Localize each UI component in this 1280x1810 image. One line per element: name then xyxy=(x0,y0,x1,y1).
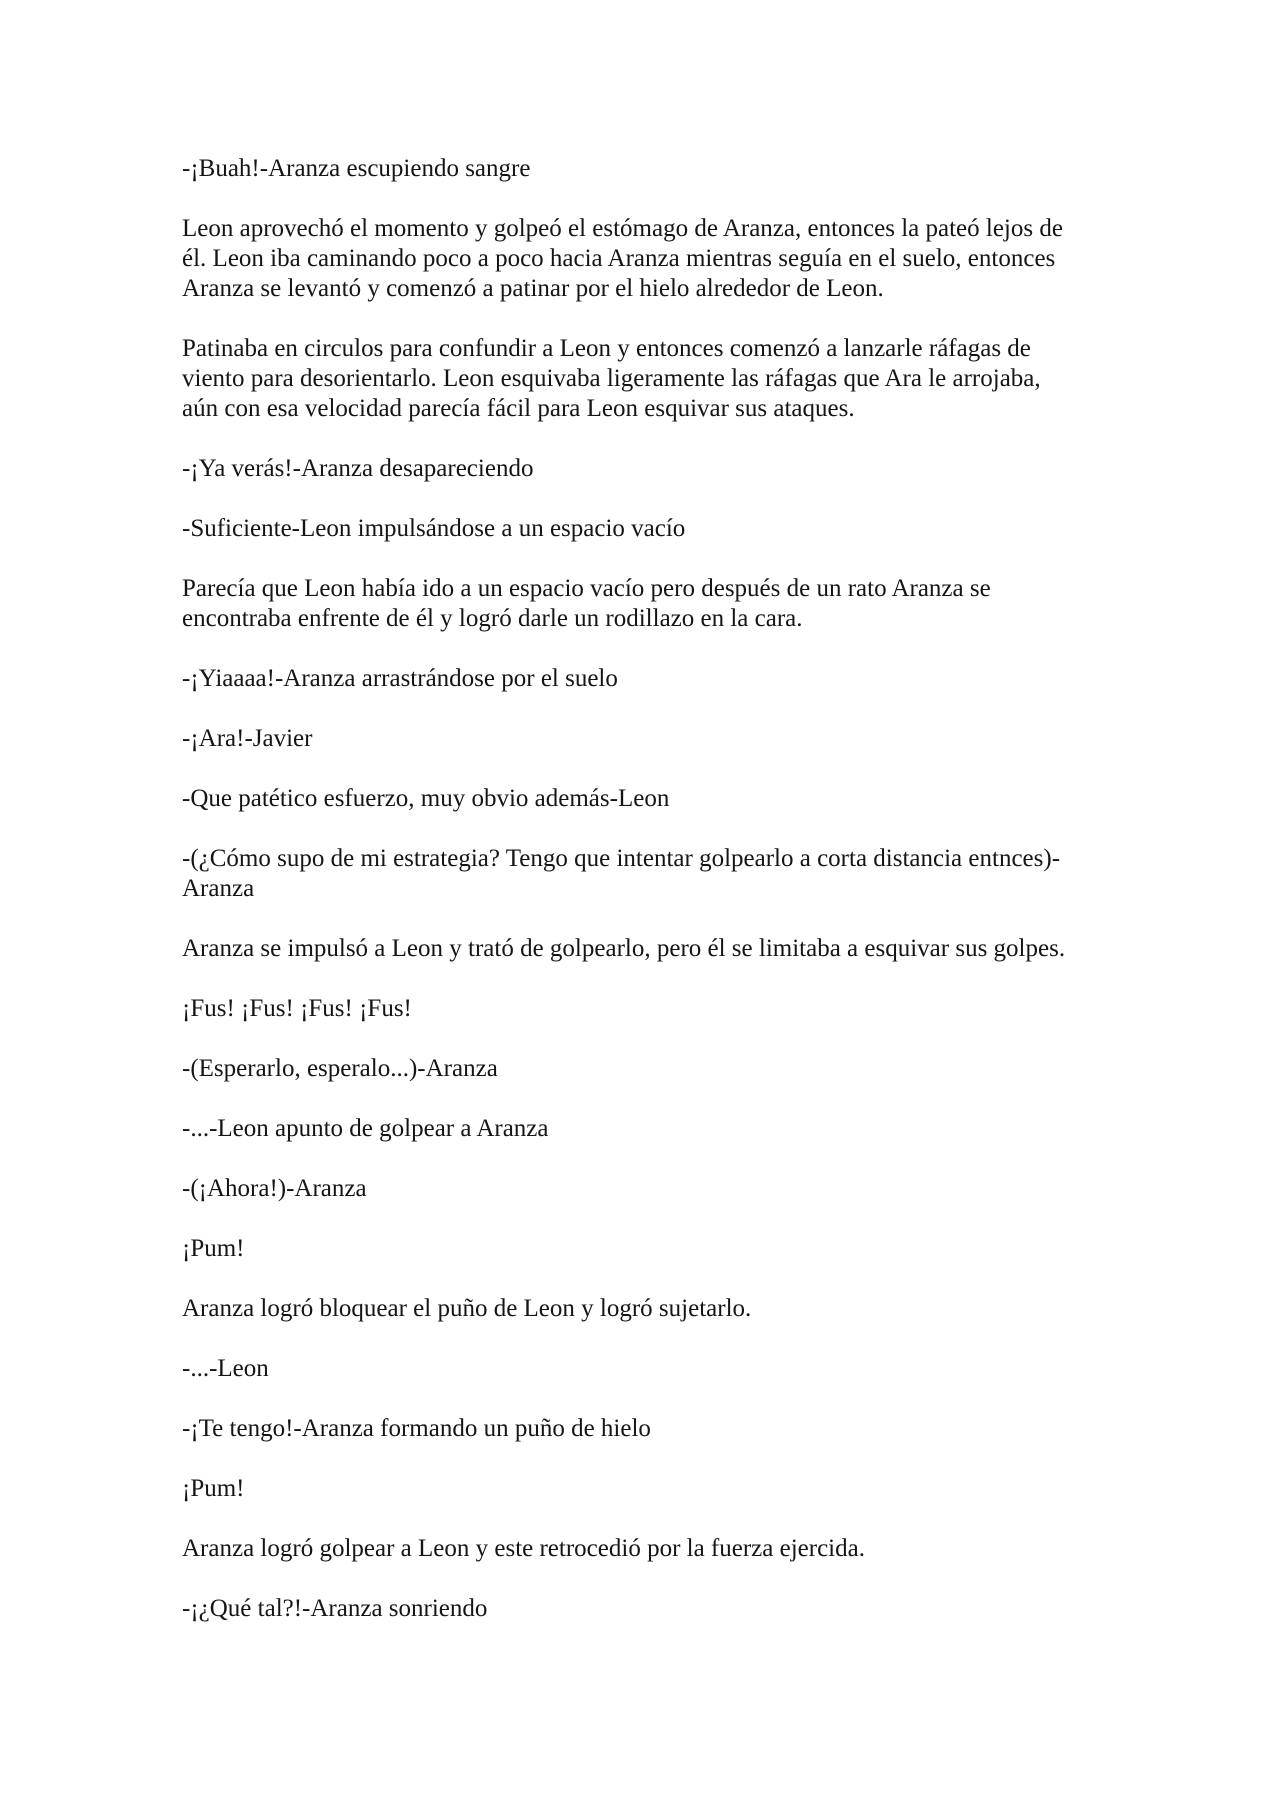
paragraph xyxy=(182,514,1112,544)
paragraph xyxy=(182,724,1112,754)
text-line: Aranza xyxy=(182,875,255,902)
text-line: -(¡Ahora!)-Aranza xyxy=(182,1175,367,1202)
text-line: Leon aprovechó el momento y golpeó el estómago de Aranza, entonces la pateó lejos de xyxy=(182,215,1063,242)
paragraph xyxy=(182,664,1112,694)
text-line: Aranza logró bloquear el puño de Leon y logró sujetarlo. xyxy=(182,1295,752,1322)
paragraph xyxy=(182,154,1112,184)
paragraph xyxy=(182,784,1112,814)
text-line: -¡Buah!-Aranza escupiendo sangre xyxy=(182,155,531,182)
paragraph xyxy=(182,1414,1112,1444)
text-line: aún con esa velocidad parecía fácil para Leon esquivar sus ataques. xyxy=(182,395,855,422)
text-line: Patinaba en circulos para confundir a Leon y entonces comenzó a lanzarle ráfagas de xyxy=(182,335,1031,362)
text-line: -¡Te tengo!-Aranza formando un puño de hielo xyxy=(182,1415,651,1442)
paragraph xyxy=(182,214,1112,304)
text-line: Aranza se levantó y comenzó a patinar por el hielo alrededor de Leon. xyxy=(182,275,884,302)
text-line: -¡Ya verás!-Aranza desapareciendo xyxy=(182,455,534,482)
paragraph xyxy=(182,574,1112,634)
paragraph xyxy=(182,1594,1112,1624)
paragraph xyxy=(182,994,1112,1024)
text-line: ¡Fus! ¡Fus! ¡Fus! ¡Fus! xyxy=(182,995,412,1022)
paragraph xyxy=(182,1114,1112,1144)
text-line: viento para desorientarlo. Leon esquivaba ligeramente las ráfagas que Ara le arrojaba, xyxy=(182,365,1041,392)
paragraph xyxy=(182,1234,1112,1264)
paragraph xyxy=(182,844,1112,904)
text-line: Aranza logró golpear a Leon y este retrocedió por la fuerza ejercida. xyxy=(182,1535,865,1562)
text-line: -¡Yiaaaa!-Aranza arrastrándose por el suelo xyxy=(182,665,618,692)
text-line: -Que patético esfuerzo, muy obvio además-Leon xyxy=(182,785,670,812)
paragraph xyxy=(182,334,1112,424)
text-line: -¡¿Qué tal?!-Aranza sonriendo xyxy=(182,1595,488,1622)
paragraph xyxy=(182,1534,1112,1564)
text-line: -...-Leon apunto de golpear a Aranza xyxy=(182,1115,549,1142)
text-line: -Suficiente-Leon impulsándose a un espacio vacío xyxy=(182,515,686,542)
text-line: Parecía que Leon había ido a un espacio vacío pero después de un rato Aranza se xyxy=(182,575,991,602)
text-line: -¡Ara!-Javier xyxy=(182,725,313,752)
paragraph xyxy=(182,1294,1112,1324)
paragraph xyxy=(182,1174,1112,1204)
paragraph xyxy=(182,1354,1112,1384)
text-line: encontraba enfrente de él y logró darle un rodillazo en la cara. xyxy=(182,605,803,632)
text-line: -(Esperarlo, esperalo...)-Aranza xyxy=(182,1055,498,1082)
paragraph xyxy=(182,454,1112,484)
text-line: ¡Pum! xyxy=(182,1235,245,1262)
paragraph xyxy=(182,1054,1112,1084)
text-line: Aranza se impulsó a Leon y trató de golpearlo, pero él se limitaba a esquivar sus golpes. xyxy=(182,935,1066,962)
text-line: ¡Pum! xyxy=(182,1475,245,1502)
text-line: -...-Leon xyxy=(182,1355,269,1382)
text-line: él. Leon iba caminando poco a poco hacia Aranza mientras seguía en el suelo, entonces xyxy=(182,245,1056,272)
story-text-block xyxy=(182,154,1112,1624)
paragraph xyxy=(182,1474,1112,1504)
paragraph xyxy=(182,934,1112,964)
text-line: -(¿Cómo supo de mi estrategia? Tengo que intentar golpearlo a corta distancia entnces)- xyxy=(182,845,1061,872)
